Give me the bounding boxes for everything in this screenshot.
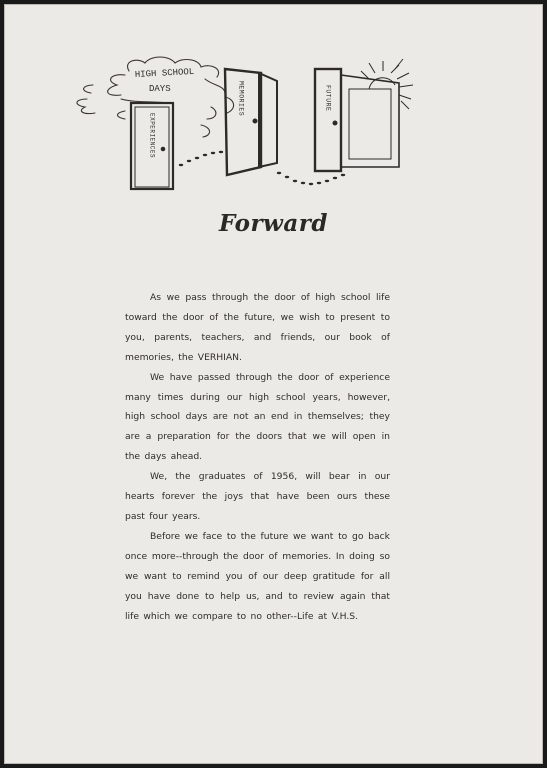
- foreword-text: [125, 288, 390, 626]
- paragraph: As we pass through the door of high school life toward the door of the future, we wish to present to you, parents, teachers, and friends, our book of memories, the VERHIAN.: [125, 292, 390, 363]
- paragraph: Before we face to the future we want to go back once more--through the door of memories. In doing so we want to remind you of our deep gratitude for all you have done to help us, and to review again that life which we compare to no other--Life at V.H.S.: [125, 530, 390, 622]
- memories-door: [225, 69, 277, 175]
- yearbook-page: [4, 4, 543, 764]
- page-title: Forward: [219, 210, 328, 237]
- door3-label: FUTURE: [324, 85, 332, 112]
- door2-label: MEMORIES: [237, 81, 245, 117]
- cloud-text-line2: DAYS: [149, 84, 171, 94]
- paragraph: We have passed through the door of experience many times during our high school years, however, high school days are not an end in themselves; they are a preparation for the doors that we will open in the days ahead.: [125, 371, 390, 463]
- door1-label: EXPERIENCES: [148, 113, 156, 159]
- sun-drawing: [361, 59, 413, 109]
- paragraph: We, the graduates of 1956, will bear in our hearts forever the joys that have been ours these past four years.: [125, 471, 390, 522]
- doors-illustration: [65, 55, 425, 205]
- cloud-text-line1: HIGH SCHOOL: [134, 66, 195, 80]
